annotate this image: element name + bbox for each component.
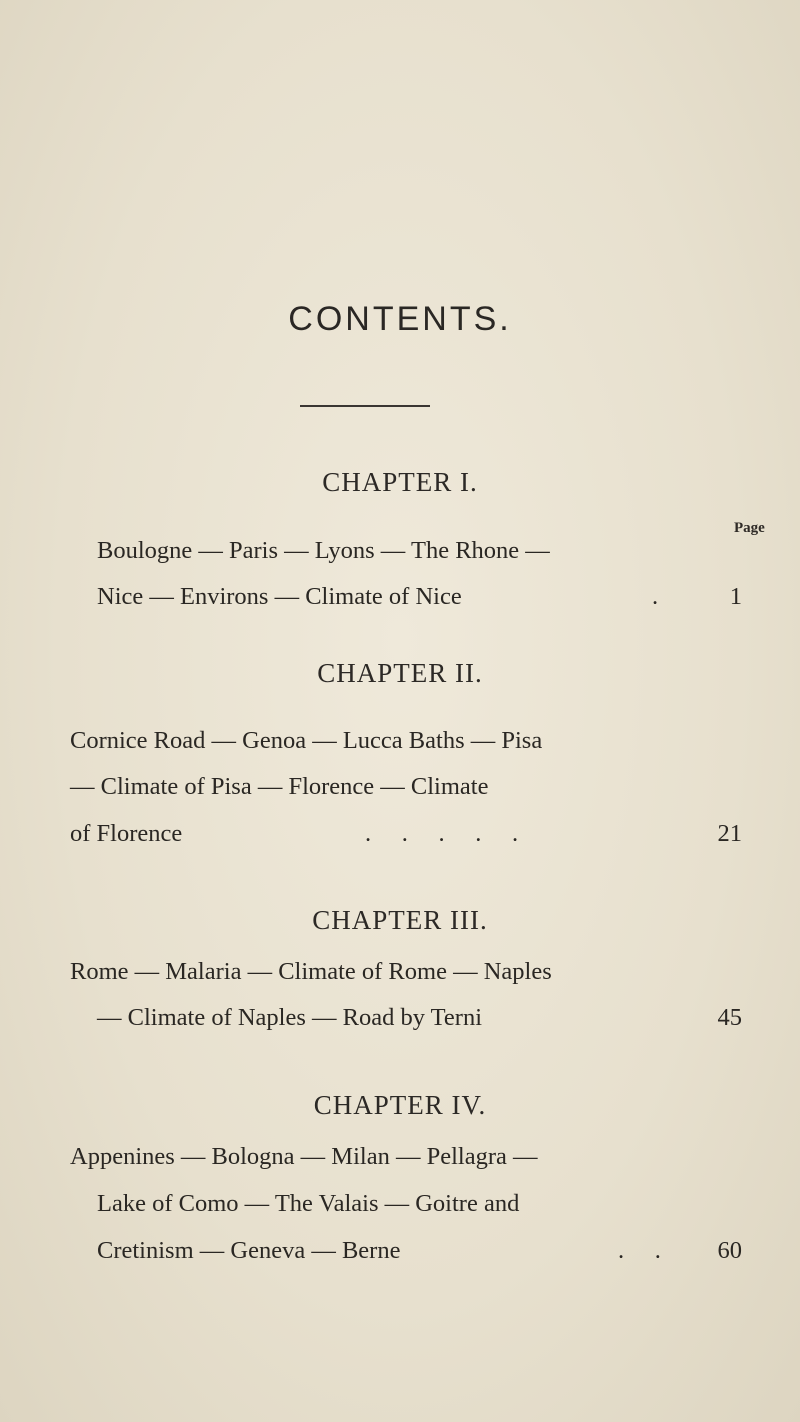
chapter-heading: CHAPTER II. — [317, 658, 483, 688]
entry-text: Nice — Environs — Climate of Nice — [97, 583, 462, 610]
entry-text: of Florence — [70, 820, 183, 847]
toc-entry-line — [0, 537, 800, 577]
leader-dots: . . — [618, 1237, 661, 1264]
entry-text: Cretinism — Geneva — Berne — [97, 1237, 401, 1264]
entry-text: — Climate of Naples — Road by Terni — [97, 1004, 483, 1031]
page-column-label: Page — [734, 520, 765, 536]
toc-entry-line — [0, 1143, 800, 1183]
entry-text: Appenines — Bologna — Milan — Pellagra — — [70, 1143, 538, 1170]
toc-entry-line — [0, 583, 800, 623]
chapter-heading: CHAPTER I. — [322, 467, 478, 497]
toc-entry-line — [0, 727, 800, 767]
page-number: 1 — [729, 583, 742, 610]
toc-entry-line — [0, 1237, 800, 1277]
chapter-heading: CHAPTER IV. — [313, 1090, 487, 1120]
entry-text: Cornice Road — Genoa — Lucca Baths — Pisa — [70, 727, 543, 754]
page-number: 21 — [717, 820, 742, 847]
entry-text: Boulogne — Paris — Lyons — The Rhone — — [97, 537, 550, 564]
entry-text: Lake of Como — The Valais — Goitre and — [97, 1190, 520, 1217]
toc-entry-line — [0, 773, 800, 813]
toc-entry-line — [0, 1190, 800, 1230]
page-number: 60 — [717, 1237, 742, 1264]
chapter-heading: CHAPTER III. — [312, 905, 488, 935]
entry-text: Rome — Malaria — Climate of Rome — Naples — [70, 958, 552, 985]
entry-text: — Climate of Pisa — Florence — Climate — [70, 773, 489, 800]
toc-entry-line — [0, 958, 800, 998]
page-number: 45 — [717, 1004, 742, 1031]
toc-entry-line — [0, 820, 800, 860]
leader-dots: . — [652, 583, 659, 610]
page-title: CONTENTS. — [288, 300, 512, 338]
leader-dots: . . . . . — [365, 820, 519, 847]
title-divider — [300, 405, 430, 407]
toc-entry-line — [0, 1004, 800, 1044]
